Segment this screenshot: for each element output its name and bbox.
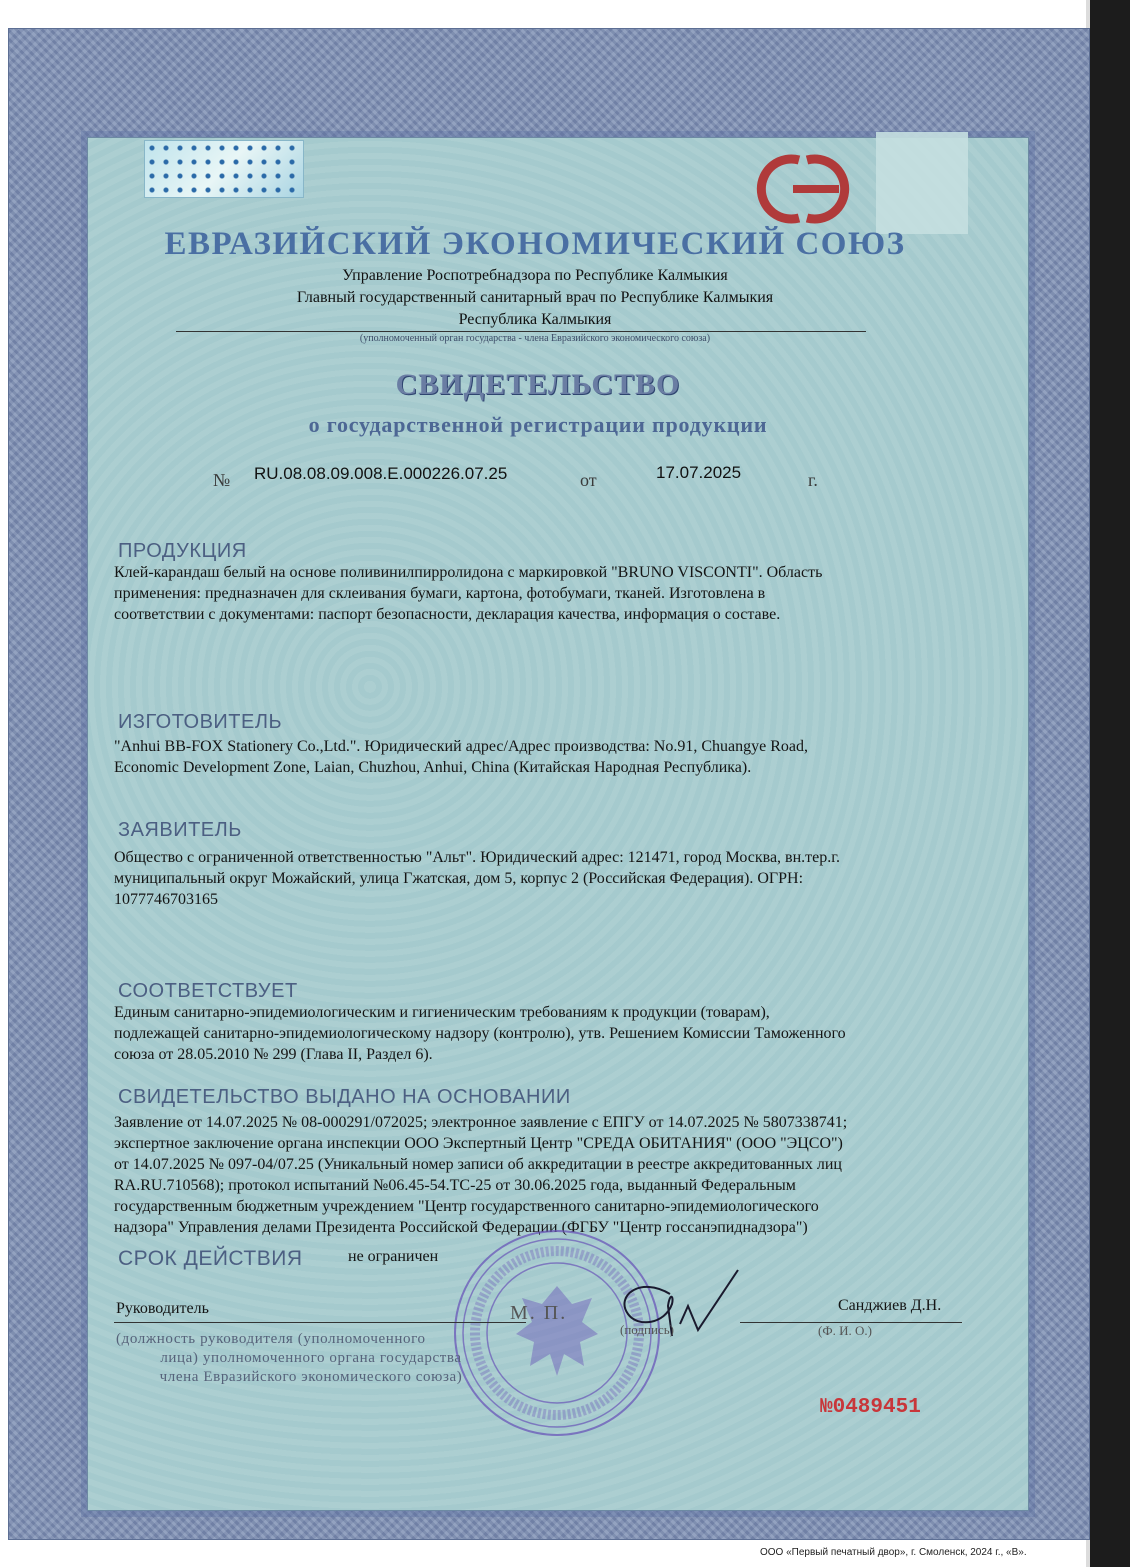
conforms-heading: СООТВЕТСТВУЕТ <box>118 980 298 1002</box>
date-label: от <box>580 470 597 490</box>
authority-note: (уполномоченный орган государства - члена Евразийского экономического союза) <box>359 333 711 344</box>
applicant-heading: ЗАЯВИТЕЛЬ <box>118 819 242 841</box>
manufacturer-heading: ИЗГОТОВИТЕЛЬ <box>118 711 283 733</box>
text-line: подлежащей санитарно-эпидемиологическому надзору (контролю), утв. Решением Комиссии Таможенного <box>114 1025 846 1042</box>
authority-line-2: Главный государственный санитарный врач по Республике Калмыкия <box>296 289 774 306</box>
text-line: Клей-карандаш белый на основе поливинилпирролидона с маркировкой "BRUNO VISCONTI". Область <box>114 564 823 581</box>
product-heading: ПРОДУКЦИЯ <box>118 540 247 562</box>
certificate-number: RU.08.08.09.008.E.000226.07.25 <box>254 464 508 483</box>
product-text <box>114 562 974 625</box>
position-note-line: члена Евразийского экономического союза) <box>159 1369 463 1385</box>
position-note-line: лица) уполномоченного органа государства <box>160 1350 462 1366</box>
text-line: RA.RU.710568); протокол испытаний №06.45-54.ТС-25 от 30.06.2025 года, выданный Федеральным <box>114 1177 796 1194</box>
head-name: Санджиев Д.Н. <box>838 1297 942 1314</box>
applicant-text <box>114 847 974 910</box>
fio-label: (Ф. И. О.) <box>818 1323 872 1338</box>
position-note-line: (должность руководителя (уполномоченного <box>116 1331 426 1347</box>
printer-note: ООО «Первый печатный двор», г. Смоленск, 2024 г., «В». <box>760 1547 1027 1558</box>
position-line <box>114 1322 526 1323</box>
text-line: надзора" Управления делами Президента Российской Федерации (ФГБУ "Центр госсанэпиднадзора") <box>114 1219 808 1236</box>
text-line: союза от 28.05.2010 № 299 (Глава II, Раздел 6). <box>114 1046 433 1063</box>
eac-mark-icon <box>753 150 853 228</box>
certificate-date: 17.07.2025 <box>656 463 742 482</box>
text-line: Economic Development Zone, Laian, Chuzhou, Anhui, China (Китайская Народная Республика). <box>114 759 752 776</box>
manufacturer-text <box>114 736 974 778</box>
authority-line-3: Республика Калмыкия <box>458 311 612 328</box>
text-line: Общество с ограниченной ответственностью "Альт". Юридический адрес: 121471, город Москва, вн.тер.г. <box>114 849 841 866</box>
serial-number: №0489451 <box>820 1396 921 1419</box>
text-line: применения: предназначен для склеивания бумаги, картона, фотобумаги, тканей. Изготовлена в <box>114 585 766 602</box>
authority-underline <box>176 331 866 332</box>
union-title: ЕВРАЗИЙСКИЙ ЭКОНОМИЧЕСКИЙ СОЮЗ <box>164 226 906 262</box>
text-line: Единым санитарно-эпидемиологическим и гигиеническим требованиям к продукции (товарам), <box>114 1004 770 1021</box>
authority-line-1: Управление Роспотребнадзора по Республике Калмыкия <box>342 267 728 284</box>
stamp-place-label: М. П. <box>510 1302 568 1324</box>
certificate-subtitle: о государственной регистрации продукции <box>308 412 768 437</box>
head-label: Руководитель <box>116 1300 209 1317</box>
text-line: экспертное заключение органа инспекции ООО Экспертный Центр "СРЕДА ОБИТАНИЯ" (ООО "ЭЦСО") <box>114 1135 843 1152</box>
conforms-text <box>114 1002 974 1065</box>
basis-text <box>114 1112 984 1238</box>
text-line: от 14.07.2025 № 097-04/07.25 (Уникальный номер записи об аккредитации в реестре аккредитованных лиц <box>114 1156 842 1173</box>
certificate-title: СВИДЕТЕЛЬСТВО <box>395 368 681 401</box>
validity-heading: СРОК ДЕЙСТВИЯ <box>118 1247 303 1270</box>
text-line: государственным бюджетным учреждением "Центр государственного санитарно-эпидемиологического <box>114 1198 819 1215</box>
text-line: муниципальный округ Можайский, улица Гжатская, дом 5, корпус 2 (Российская Федерация). ОГРН: <box>114 870 804 887</box>
position-note <box>116 1330 506 1387</box>
validity-value: не ограничен <box>348 1248 439 1265</box>
text-line: соответствии с документами: паспорт безопасности, декларация качества, информация о составе. <box>114 606 781 623</box>
text-line: "Anhui BB-FOX Stationery Co.,Ltd.". Юридический адрес/Адрес производства: No.91, Chuangye Road, <box>114 738 808 755</box>
text-line: 1077746703165 <box>114 891 218 908</box>
hologram-sticker-icon <box>144 140 304 198</box>
scan-edge-dark <box>1090 0 1130 1567</box>
corner-patch <box>876 132 968 234</box>
signature-label: (подпись) <box>620 1322 674 1337</box>
year-suffix: г. <box>808 470 818 490</box>
basis-heading: СВИДЕТЕЛЬСТВО ВЫДАНО НА ОСНОВАНИИ <box>118 1086 571 1108</box>
text-line: Заявление от 14.07.2025 № 08-000291/072025; электронное заявление с ЕПГУ от 14.07.2025 № 5807338741; <box>114 1114 848 1131</box>
number-label: № <box>213 470 231 490</box>
